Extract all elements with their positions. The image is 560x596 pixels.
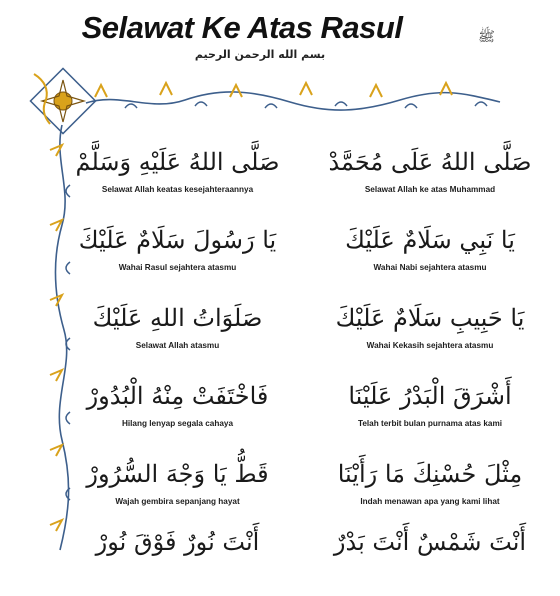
verse-right (300, 296, 560, 372)
verse-left (60, 140, 295, 216)
verse-right (300, 374, 560, 450)
translation-line: Selawat Allah atasmu (135, 341, 220, 350)
verse-right (300, 218, 560, 294)
verse-row (0, 520, 527, 596)
arabic-line: يَا رَسُولَ سَلَامٌ عَلَيْكَ (78, 226, 277, 254)
verse-left (60, 218, 295, 294)
verse-row (0, 296, 525, 372)
honorific-calligraphy: ﷺ (478, 29, 495, 45)
corner-ornament (30, 68, 95, 133)
arabic-line: أَنْتَ شَمْسٌ أَنْتَ بَدْرٌ (333, 528, 527, 556)
verse-left (60, 452, 295, 528)
arabic-line: يَا نَبِي سَلَامٌ عَلَيْكَ (345, 226, 515, 254)
top-vine-border (86, 83, 500, 110)
translation-line: Wahai Nabi sejahtera atasmu (373, 263, 487, 272)
translation-line: Wahai Kekasih sejahtera atasmu (366, 341, 494, 350)
verse-row (0, 218, 515, 294)
page-title-text: Selawat Ke Atas Rasul (81, 10, 403, 45)
verse-right (300, 452, 560, 528)
arabic-line: صَلَّى اللهُ عَلَيْهِ وَسَلَّمْ (75, 148, 280, 176)
arabic-line: قَطُّ يَا وَجْهَ السُّرُورْ (86, 460, 269, 488)
verse-left (60, 296, 295, 372)
arabic-line: مِثْلَ حُسْنِكَ مَا رَأَيْنَا (337, 460, 523, 488)
verse-left (60, 520, 295, 596)
verse-row (0, 140, 532, 216)
verse-right (300, 520, 560, 596)
arabic-line: صَلَوَاتُ اللهِ عَلَيْكَ (92, 304, 263, 332)
translation-line: Selawat Allah keatas kesejahteraannya (101, 185, 254, 194)
verse-right (300, 140, 560, 216)
arabic-line: أَشْرَقَ الْبَدْرُ عَلَيْنَا (348, 382, 512, 410)
translation-line: Wahai Rasul sejahtera atasmu (118, 263, 237, 272)
translation-line: Wajah gembira sepanjang hayat (115, 497, 240, 506)
arabic-line: يَا حَبِيبِ سَلَامٌ عَلَيْكَ (335, 304, 525, 332)
arabic-line: صَلَّى اللهُ عَلَى مُحَمَّدْ (328, 148, 532, 176)
verse-row (0, 452, 523, 528)
page-title (0, 10, 500, 50)
basmala: بسم الله الرحمن الرحيم (194, 48, 326, 61)
translation-line: Telah terbit bulan purnama atas kami (357, 419, 503, 428)
translation-line: Indah menawan apa yang kami lihat (360, 497, 500, 506)
verse-row (0, 374, 512, 450)
arabic-line: أَنْتَ نُورٌ فَوْقَ نُورْ (95, 528, 260, 556)
translation-line: Hilang lenyap segala cahaya (121, 419, 234, 428)
arabic-line: فَاخْتَفَتْ مِنْهُ الْبُدُورْ (86, 382, 269, 410)
verse-left (60, 374, 295, 450)
translation-line: Selawat Allah ke atas Muhammad (364, 185, 496, 194)
